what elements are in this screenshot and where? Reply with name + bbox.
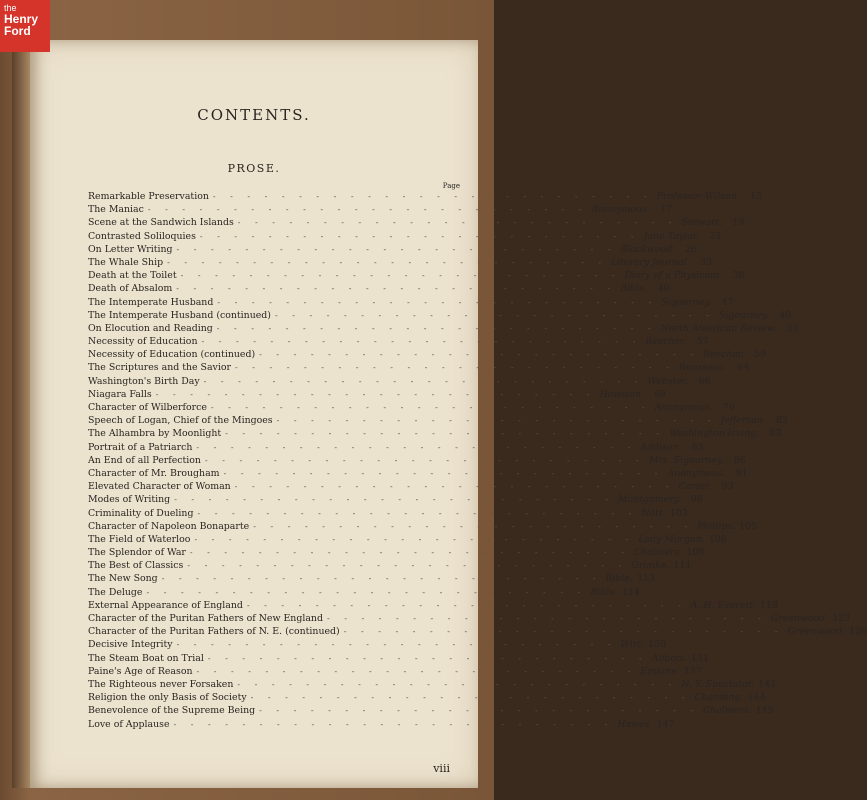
leader-dots: - - - - - - - - - - - - - - - - - - - - - - - - - - [196, 442, 637, 452]
leader-dots: - - - - - - - - - - - - - - - - - - - - - - - - - - [207, 653, 648, 663]
contents-entry [88, 704, 774, 717]
leader-dots: - - - - - - - - - - - - - - - - - - - - - - - - - - [194, 534, 635, 544]
page-column-label: Page [442, 182, 460, 190]
entry-page: 17 [659, 204, 672, 216]
leader-dots: - - - - - - - - - - - - - - - - - - - - - - - - - - [147, 205, 588, 215]
entry-title: Modes of Writing [88, 494, 171, 506]
entry-author: Bible. [605, 573, 633, 585]
entry-page: 82 [776, 415, 788, 427]
entry-page: 130 [648, 639, 667, 651]
entry-page: 47 [721, 296, 734, 308]
entry-page: 69 [653, 388, 666, 400]
leader-dots: - - - - - - - - - - - - - - - - - - - - - - - - - - [187, 561, 628, 571]
entry-page: 118 [760, 599, 778, 611]
entry-page: 76 [722, 402, 735, 413]
entry-author: Chalmers. [703, 705, 752, 717]
entry-title: Character of Mr. Brougham [88, 467, 220, 479]
entry-title: The Deluge [88, 586, 143, 598]
entry-page: 23 [709, 230, 722, 242]
entry-page: 91 [735, 467, 748, 479]
entry-page: 145 [755, 705, 774, 717]
entry-page: 109 [686, 547, 705, 559]
entry-author: Channing. [694, 692, 744, 704]
entry-page: 83 [769, 428, 782, 440]
leader-dots: - - - - - - - - - - - - - - - - - - - - - - - - - - [216, 323, 657, 333]
entry-author: Bible. [590, 586, 618, 598]
entry-title: On Elocution and Reading [88, 322, 213, 334]
leader-dots: - - - - - - - - - - - - - - - - - - - - - - - - - - [199, 231, 640, 241]
logo-line-3: Ford [4, 24, 31, 38]
entry-title: Religion the only Basis of Society [88, 692, 247, 704]
entry-page: 98 [690, 494, 703, 506]
entry-page: 126 [849, 626, 867, 638]
entry-title: Decisive Integrity [88, 639, 173, 651]
leader-dots: - - - - - - - - - - - - - - - - - - - - - - - - - - [276, 416, 717, 426]
entry-author: N. Y. Spectator. [681, 678, 755, 690]
contents-entry [88, 678, 777, 691]
entry-title: The Scriptures and the Savior [88, 362, 231, 374]
contents-entry [88, 625, 867, 638]
entry-page: 64 [737, 362, 750, 374]
entry-title: Criminality of Dueling [88, 507, 194, 519]
entry-author: Beecher. [702, 349, 745, 361]
entry-author: Bible. [620, 283, 648, 295]
entry-title: Character of Napoleon Bonaparte [88, 520, 250, 532]
entry-title: The Splendor of War [88, 547, 186, 559]
leader-dots: - - - - - - - - - - - - - - - - - - - - - - - - - - [167, 257, 607, 267]
entry-author: Lady Morgan. [638, 533, 705, 545]
entry-page: 114 [621, 586, 640, 598]
entry-title: Death at the Toilet [88, 270, 177, 282]
entry-author: Jefferson. [720, 415, 766, 427]
contents-entry [88, 269, 745, 282]
contents-entry [88, 638, 667, 651]
entry-title: Elevated Character of Woman [88, 481, 231, 493]
contents-entry [88, 520, 758, 533]
entry-page: 19 [732, 217, 745, 229]
contents-entry [88, 256, 712, 269]
entry-author: Phillips. [697, 520, 736, 532]
entry-author: Mrs. Sigourney. [648, 454, 724, 466]
leader-dots: - - - - - - - - - - - - - - - - - - - - - - - - - - [246, 600, 687, 610]
entry-author: Grimke. [631, 560, 670, 572]
entry-page: 141 [758, 678, 777, 690]
entry-page: 108 [708, 533, 727, 545]
entry-title: Death of Absalom [88, 283, 173, 295]
contents-entry [88, 572, 655, 585]
leader-dots: - - - - - - - - - - - - - - - - - - - - - - - - - - [237, 218, 678, 228]
contents-entry [88, 375, 711, 388]
entry-author: Stewart. [681, 217, 723, 229]
entry-page: 26 [685, 243, 698, 255]
leader-dots: - - - - - - - - - - - - - - - - - - - - - - - - - - [225, 429, 666, 439]
leader-dots: - - - - - - - - - - - - - - - - - - - - - - - - - - [250, 693, 691, 703]
entry-title: The Whale Ship [88, 256, 164, 268]
leader-dots: - - - - - - - - - - - - - - - - - - - - - - - - - - [210, 403, 651, 412]
entry-title: Love of Applause [88, 718, 170, 730]
leader-dots: - - - - - - - - - - - - - - - - - - - - - - - - - - [180, 271, 621, 281]
entry-title: The Maniac [88, 204, 144, 216]
entry-title: The New Song [88, 573, 158, 585]
leader-dots: - - - - - - - - - - - - - - - - - - - - - - - - - - [343, 627, 784, 637]
entry-page: 86 [733, 454, 746, 466]
leader-dots: - - - - - - - - - - - - - - - - - - - - - - - - - - [253, 521, 694, 531]
contents-entry [88, 652, 709, 665]
entry-title: Character of the Puritan Fathers of New England [88, 613, 323, 624]
entry-author: Howison. [599, 388, 644, 400]
entry-author: North American Review. [660, 322, 777, 334]
entry-author: Greenwood. [787, 626, 845, 638]
entry-title: The Field of Waterloo [88, 533, 191, 545]
entry-page: 137 [683, 665, 702, 677]
leader-dots: - - - - - - - - - - - - - - - - - - - - - - - - - - [326, 614, 767, 623]
entry-title: The Alhambra by Moonlight [88, 428, 222, 440]
entry-author: Nott. [641, 507, 666, 519]
entry-author: Sigourney. [718, 309, 770, 321]
entry-title: Remarkable Preservation [88, 191, 209, 202]
henry-ford-logo [0, 0, 50, 52]
entry-author: Sigourney. [661, 296, 712, 308]
entry-author: Greenwood. [770, 613, 829, 624]
entry-page: 13 [749, 191, 762, 202]
contents-entry [88, 190, 762, 203]
entry-page: 111 [673, 560, 692, 572]
entry-page: 147 [656, 718, 675, 730]
entry-page: 66 [698, 375, 711, 387]
entry-page: 57 [696, 336, 709, 348]
entry-title: Paine's Age of Reason [88, 665, 193, 677]
entry-page: 38 [732, 270, 745, 282]
leader-dots: - - - - - - - - - - - - - - - - - - - - - - - - - - [173, 719, 614, 729]
entry-author: Webster. [647, 375, 689, 387]
contents-entry [88, 718, 675, 731]
entry-title: Washington's Birth Day [88, 375, 200, 387]
contents-heading: CONTENTS. [197, 106, 311, 124]
leader-dots: - - - - - - - - - - - - - - - - - - - - - - - - - - [212, 192, 653, 201]
leader-dots: - - - - - - - - - - - - - - - - - - - - - - - - - - [234, 482, 675, 492]
contents-entry [88, 533, 727, 546]
leader-dots: - - - - - - - - - - - - - - - - - - - - - - - - - - [161, 574, 602, 584]
contents-entry [88, 507, 688, 520]
entry-page: 33 [699, 256, 712, 268]
contents-entry [88, 401, 735, 414]
leader-dots: - - - - - - - - - - - - - - - - - - - - - - - - - - [274, 310, 715, 320]
entry-page: 93 [721, 481, 734, 493]
contents-entry [88, 665, 702, 678]
entry-page: 49 [779, 309, 792, 321]
entry-title: An End of all Perfection [88, 454, 201, 466]
contents-entry [88, 203, 672, 216]
entry-author: Carter. [678, 481, 712, 493]
entry-author: Anonymous. [667, 467, 726, 479]
contents-entry [88, 309, 792, 322]
entry-title: External Appearance of England [88, 599, 243, 611]
entry-author: A. H. Everett. [690, 599, 756, 611]
contents-entry [88, 493, 703, 506]
contents-entry [88, 348, 767, 361]
leader-dots: - - - - - - - - - - - - - - - - - - - - - - - - - - [174, 495, 615, 505]
entry-title: The Steam Boat on Trial [88, 652, 204, 664]
leader-dots: - - - - - - - - - - - - - - - - - - - - - - - - - - [201, 337, 642, 347]
entry-title: Portrait of a Patriarch [88, 441, 193, 453]
entry-title: Necessity of Education (continued) [88, 349, 256, 361]
entry-title: Benevolence of the Supreme Being [88, 705, 256, 717]
entry-page: 40 [657, 283, 670, 295]
entry-author: Professor Wilson. [656, 191, 740, 202]
entry-page: 113 [637, 573, 655, 585]
entry-author: Abbott. [651, 652, 687, 664]
leader-dots: - - - - - - - - - - - - - - - - - - - - - - - - - - [217, 297, 658, 307]
entry-author: Chalmers. [633, 547, 683, 559]
logo-line-2: Henry [4, 12, 39, 26]
contents-entry [88, 546, 705, 559]
contents-entry [88, 467, 748, 480]
contents-entry [88, 388, 666, 401]
entry-author: Beecher. [645, 336, 687, 348]
leader-dots: - - - - - - - - - - - - - - - - - - - - - - - - - - [237, 679, 678, 689]
contents-entry [88, 559, 692, 572]
entry-page: 85 [691, 441, 704, 453]
contents-entry [88, 414, 788, 427]
entry-author: Jane Taylor. [643, 230, 700, 242]
entry-author: Rousseau. [678, 362, 728, 374]
entry-page: 103 [669, 507, 688, 519]
entry-title: Speech of Logan, Chief of the Mingoes [88, 415, 273, 427]
book-page [30, 40, 867, 788]
entry-page: 105 [739, 520, 758, 532]
entry-title: The Best of Classics [88, 560, 184, 572]
contents-entry [88, 322, 799, 335]
contents-entry [88, 335, 709, 348]
contents-entry [88, 612, 851, 625]
leader-dots: - - - - - - - - - - - - - - - - - - - - - - - - - - [204, 455, 645, 465]
page-number: viii [433, 762, 450, 775]
entry-author: Anonymous. [654, 402, 713, 413]
entry-title: Necessity of Education [88, 336, 198, 348]
entry-author: Diary of a Physician. [624, 270, 723, 282]
contents-entry [88, 480, 734, 493]
contents-entry [88, 691, 766, 704]
leader-dots: - - - - - - - - - - - - - - - - - - - - - - - - - - [176, 640, 617, 650]
contents-entry [88, 441, 704, 454]
entry-title: Scene at the Sandwich Islands [88, 217, 234, 229]
leader-dots: - - - - - - - - - - - - - - - - - - - - - - - - - - [196, 666, 637, 676]
contents-list [88, 190, 867, 731]
contents-entry [88, 586, 640, 599]
entry-title: Character of the Puritan Fathers of N. E. (continued) [88, 626, 340, 638]
leader-dots: - - - - - - - - - - - - - - - - - - - - - - - - - - [189, 548, 630, 558]
entry-title: The Righteous never Forsaken [88, 678, 234, 690]
contents-entry [88, 230, 722, 243]
entry-title: Character of Wilberforce [88, 402, 207, 413]
leader-dots: - - - - - - - - - - - - - - - - - - - - - - - - - - [259, 706, 699, 716]
contents-entry [88, 599, 778, 612]
leader-dots: - - - - - - - - - - - - - - - - - - - - - - - - - - [197, 508, 638, 518]
entry-author: Blackwood. [620, 243, 676, 255]
entry-title: On Letter Writing [88, 243, 173, 255]
entry-page: 55 [786, 322, 799, 334]
entry-title: The Intemperate Husband [88, 296, 214, 308]
leader-dots: - - - - - - - - - - - - - - - - - - - - - - - - - - [176, 284, 617, 294]
contents-entry [88, 296, 734, 309]
entry-author: Washington Irving. [669, 428, 760, 440]
entry-author: Literary Journal. [610, 256, 690, 268]
logo-line-1: the [4, 3, 17, 13]
leader-dots: - - - - - - - - - - - - - - - - - - - - - - - - - - [234, 363, 675, 373]
entry-page: 131 [690, 652, 709, 664]
entry-author: Hawes. [617, 718, 653, 730]
contents-entry [88, 427, 782, 440]
entry-author: Montgomery. [618, 494, 681, 506]
entry-author: Anonymous. [591, 204, 650, 216]
entry-author: Erskine. [640, 665, 680, 677]
entry-title: Niagara Falls [88, 388, 152, 400]
leader-dots: - - - - - - - - - - - - - - - - - - - - - - - - - - [176, 244, 617, 254]
entry-page: 59 [754, 349, 767, 361]
leader-dots: - - - - - - - - - - - - - - - - - - - - - - - - - - [155, 389, 596, 399]
contents-entry [88, 243, 698, 256]
leader-dots: - - - - - - - - - - - - - - - - - - - - - - - - - - [146, 587, 587, 597]
entry-title: The Intemperate Husband (continued) [88, 309, 271, 321]
leader-dots: - - - - - - - - - - - - - - - - - - - - - - - - - - [223, 468, 664, 478]
leader-dots: - - - - - - - - - - - - - - - - - - - - - - - - - - [259, 350, 699, 360]
contents-entry [88, 361, 750, 374]
binding-edge [12, 40, 32, 788]
leader-dots: - - - - - - - - - - - - - - - - - - - - - - - - - - [203, 376, 644, 386]
contents-entry [88, 216, 745, 229]
contents-entry [88, 454, 746, 467]
entry-author: Addison. [640, 441, 682, 453]
section-heading-prose: PROSE. [227, 162, 281, 175]
entry-page: 123 [832, 613, 851, 624]
entry-title: Contrasted Soliloquies [88, 230, 196, 242]
entry-author: Wirt. [620, 639, 645, 651]
entry-page: 144 [747, 692, 766, 704]
contents-entry [88, 282, 670, 295]
